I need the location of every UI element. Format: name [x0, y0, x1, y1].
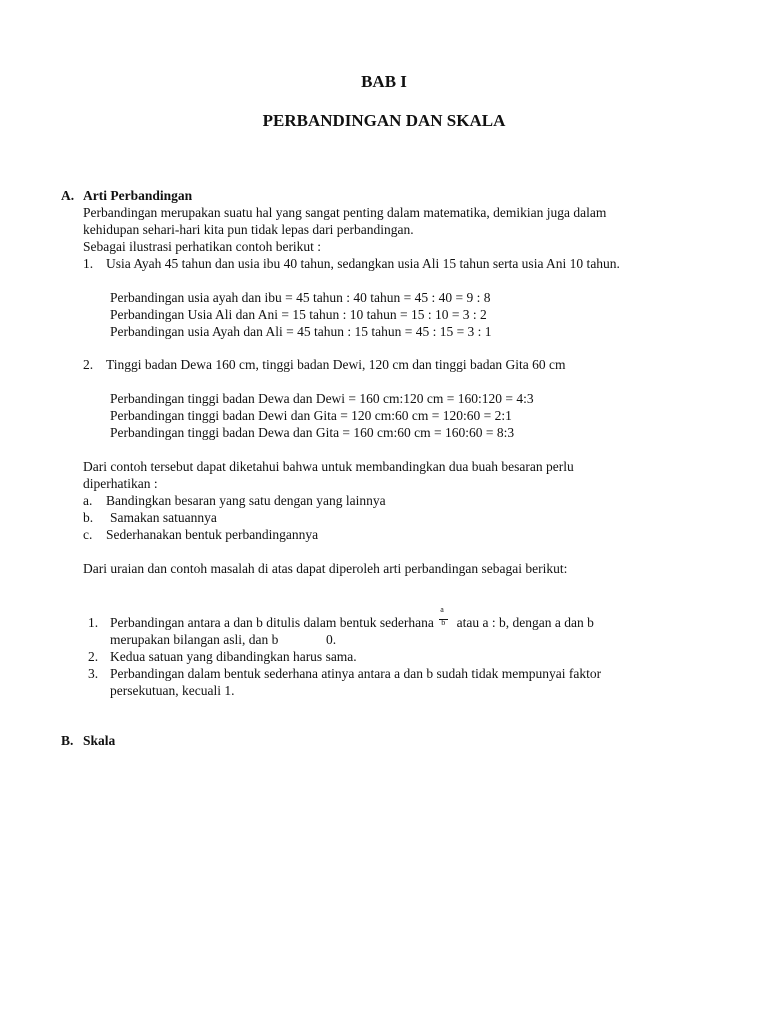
section-a-heading: Arti Perbandingan: [83, 188, 193, 203]
conclusion-line: Dari uraian dan contoh masalah di atas dapat diperoleh arti perbandingan sebagai berikut:: [83, 561, 568, 576]
definition-3-line-1: Perbandingan dalam bentuk sederhana atinya antara a dan b sudah tidak mempunyai faktor: [110, 666, 602, 681]
example-2-number: 2.: [83, 357, 94, 372]
definition-1-number: 1.: [88, 615, 99, 630]
step-b-text: Samakan satuannya: [110, 510, 217, 525]
example-1-line-3: Perbandingan usia Ayah dan Ali = 45 tahun : 15 tahun = 45 : 15 = 3 : 1: [110, 324, 492, 339]
definition-2-text: Kedua satuan yang dibandingkan harus sama.: [110, 649, 357, 664]
section-b-marker: B.: [61, 733, 74, 748]
definition-1-text-before: Perbandingan antara a dan b ditulis dalam bentuk sederhana: [110, 615, 434, 630]
example-1-line-1: Perbandingan usia ayah dan ibu = 45 tahun : 40 tahun = 45 : 40 = 9 : 8: [110, 290, 491, 305]
intro-line-3: Sebagai ilustrasi perhatikan contoh berikut :: [83, 239, 322, 254]
fraction-denominator: b: [441, 618, 446, 627]
step-a-text: Bandingkan besaran yang satu dengan yang lainnya: [106, 493, 386, 508]
chapter-label: BAB I: [361, 72, 407, 91]
definition-2-number: 2.: [88, 649, 99, 664]
example-1-number: 1.: [83, 256, 94, 271]
section-a-marker: A.: [61, 188, 75, 203]
intro-line-2: kehidupan sehari-hari kita pun tidak lepas dari perbandingan.: [83, 222, 414, 237]
definition-1-text-after: atau a : b, dengan a dan b: [456, 615, 594, 630]
definition-1-line-2a: merupakan bilangan asli, dan b: [110, 632, 279, 647]
definition-3-line-2: persekutuan, kecuali 1.: [110, 683, 235, 698]
step-a-marker: a.: [83, 493, 93, 508]
definition-3-number: 3.: [88, 666, 99, 681]
example-1-text: Usia Ayah 45 tahun dan usia ibu 40 tahun, sedangkan usia Ali 15 tahun serta usia Ani 10 tahun.: [106, 256, 620, 271]
definition-1-line-1: [110, 605, 594, 631]
step-b-marker: b.: [83, 510, 94, 525]
example-2-text: Tinggi badan Dewa 160 cm, tinggi badan Dewi, 120 cm dan tinggi badan Gita 60 cm: [106, 357, 566, 372]
intro-line-1: Perbandingan merupakan suatu hal yang sangat penting dalam matematika, demikian juga dalam: [83, 205, 607, 220]
example-2-line-1: Perbandingan tinggi badan Dewa dan Dewi = 160 cm:120 cm = 160:120 = 4:3: [110, 391, 534, 406]
note-line-1: Dari contoh tersebut dapat diketahui bahwa untuk membandingkan dua buah besaran perlu: [83, 459, 574, 474]
step-c-text: Sederhanakan bentuk perbandingannya: [106, 527, 319, 542]
page-title: PERBANDINGAN DAN SKALA: [262, 111, 506, 130]
definition-1-line-2b: 0.: [326, 632, 337, 647]
fraction-a-over-b: [439, 605, 449, 629]
fraction-numerator: a: [440, 605, 444, 614]
example-1-line-2: Perbandingan Usia Ali dan Ani = 15 tahun : 10 tahun = 15 : 10 = 3 : 2: [110, 307, 487, 322]
example-2-line-2: Perbandingan tinggi badan Dewi dan Gita = 120 cm:60 cm = 120:60 = 2:1: [110, 408, 512, 423]
example-2-line-3: Perbandingan tinggi badan Dewa dan Gita = 160 cm:60 cm = 160:60 = 8:3: [110, 425, 515, 440]
note-line-2: diperhatikan :: [83, 476, 158, 491]
step-c-marker: c.: [83, 527, 93, 542]
section-b-heading: Skala: [83, 733, 116, 748]
